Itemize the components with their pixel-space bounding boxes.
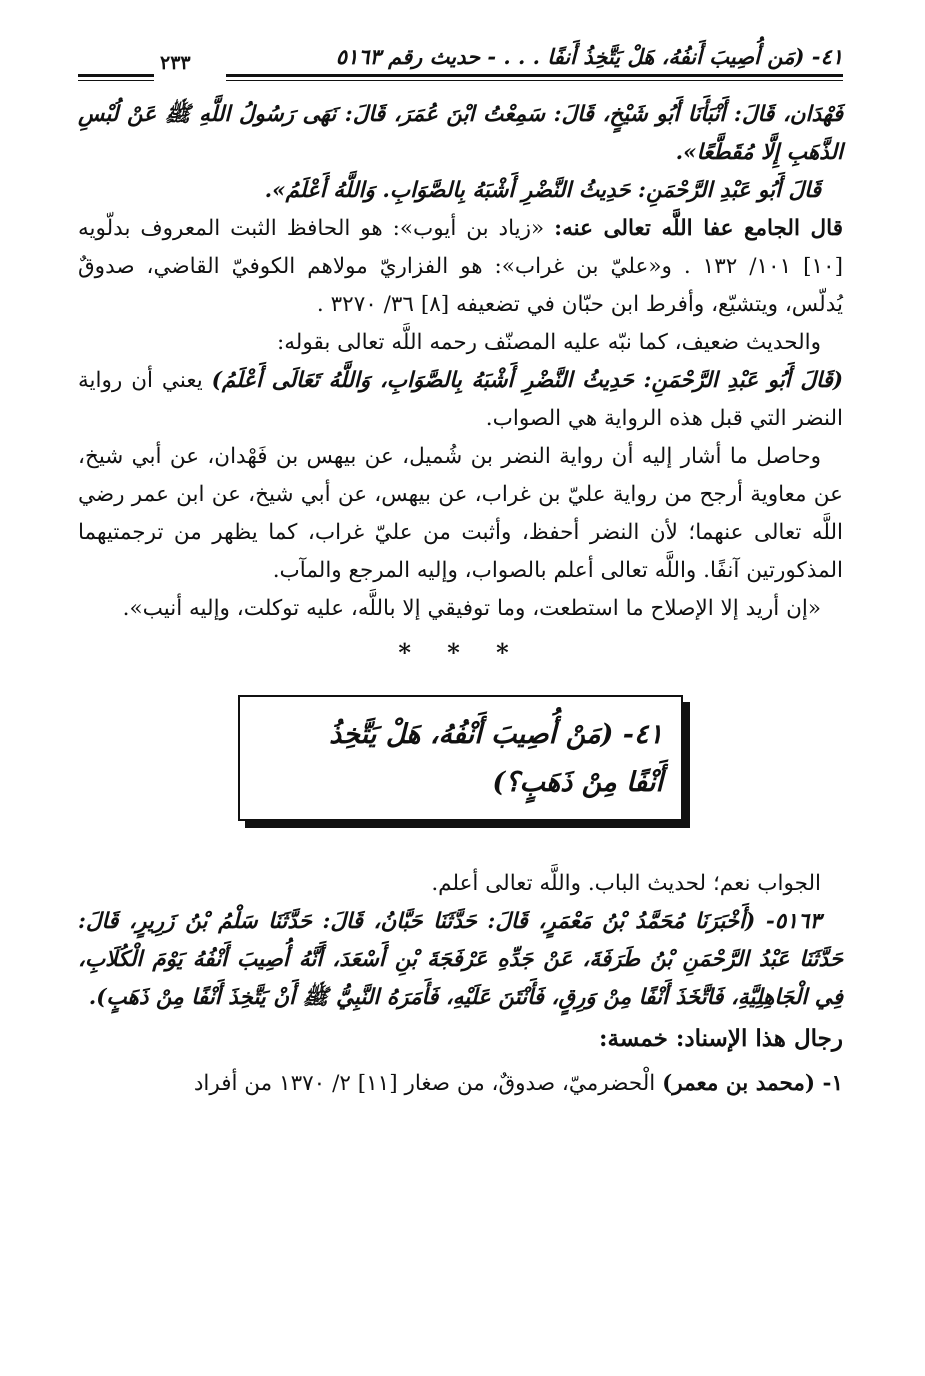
chapter-answer: الجواب نعم؛ لحديث الباب. واللَّه تعالى أعلم.	[431, 871, 821, 896]
page-body	[78, 96, 843, 1103]
hadith-text-continuation: فَهْدَان، قَالَ: أَنْبَأَنَا أَبُو شَيْخٍ، قَالَ: سَمِعْتُ ابْنَ عُمَرَ، قَالَ: نَهَى رَسُولُ اللَّهِ ﷺ عَنْ لُبْسِ الذَّهَبِ إِلَّا مُقَطَّعًا».	[78, 102, 843, 165]
section-separator: * * *	[398, 638, 523, 667]
chapter-title-line-1: ٤١- (مَنْ أُصِيبَ أَنْفُهُ، هَلْ يَتَّخِذُ	[329, 719, 663, 750]
quoted-remark: (قَالَ أَبُو عَبْدِ الرَّحْمَنِ: حَدِيثُ النَّضْرِ أَشْبَهُ بِالصَّوَابِ، وَاللَّهُ تَعَالَى أَعْلَمُ)	[211, 368, 844, 393]
narrator-1-name: ١- (محمد بن معمر)	[662, 1071, 843, 1096]
summary-paragraph: وحاصل ما أشار إليه أن رواية النضر بن شُميل، عن بيهس بن فَهْدان، عن أبي شيخ، عن معاوية أرجح من رواية عليّ بن غراب، عن بيهس، عن أبي شيخ، عن ابن عمر رضي اللَّه تعالى عنهما؛ لأن النضر أحفظ، وأثبت من عليّ غراب، كما يظهر من ترجمتيهما المذكورتين آنفًا. واللَّه تعالى أعلم بالصواب، وإليه المرجع والمآب.	[78, 444, 843, 583]
hadith-5163: ٥١٦٣- (أَخْبَرَنَا مُحَمَّدُ بْنُ مَعْمَرٍ، قَالَ: حَدَّثَنَا حَبَّانُ، قَالَ: حَدَّثَنَا سَلْمُ بْنُ زَرِيرٍ، قَالَ: حَدَّثَنَا عَبْدُ الرَّحْمَنِ بْنُ طَرَفَةَ، عَنْ جَدِّهِ عَرْفَجَةَ بْنِ أَسْعَدَ، أَنَّهُ أُصِيبَ أَنْفُهُ يَوْمَ الْكُلَابِ، فِي الْجَاهِلِيَّةِ، فَاتَّخَذَ أَنْفًا مِنْ وَرِقٍ، فَأَنْتَنَ عَلَيْهِ، فَأَمَرَهُ النَّبِيُّ ﷺ أَنْ يَتَّخِذَ أَنْفًا مِنْ ذَهَبٍ).	[78, 909, 843, 1010]
author-remark: قَالَ أَبُو عَبْدِ الرَّحْمَنِ: حَدِيثُ النَّضْرِ أَشْبَهُ بِالصَّوَابِ. وَاللَّهُ أَعْلَمُ».	[264, 178, 821, 203]
narrator-1-details: الْحضرميّ، صدوقٌ، من صغار [١١] ٢/ ١٣٧٠ من أفراد	[193, 1071, 663, 1096]
closing-supplication: «إن أريد إلا الإصلاح ما استطعت، وما توفيقي إلا باللَّه، عليه توكلت، وإليه أنيب».	[122, 596, 821, 621]
compiler-note	[78, 210, 843, 324]
quote-explanation: يعني أن رواية النضر التي قبل هذه الرواية هي الصواب.	[78, 368, 843, 431]
chapter-title-box	[238, 695, 683, 821]
running-header	[78, 40, 843, 86]
page-number: ٢٣٣	[160, 52, 191, 74]
narrator-1	[78, 1065, 843, 1103]
book-page	[78, 40, 843, 1103]
quote-paragraph	[78, 362, 843, 438]
compiler-note-lead: قال الجامع عفا اللَّه تعالى عنه:	[554, 216, 843, 241]
compiler-note-text: «زياد بن أيوب»: هو الحافظ الثبت المعروف بدلّويه [١٠] ١٠١/ ١٣٢ . و«عليّ بن غراب»: هو الفزاريّ مولاهم الكوفيّ القاضي، صدوقٌ يُدلّس، ويتشيّع، وأفرط ابن حبّان في تضعيفه [٨] ٣٦/ ٣٢٧٠ .	[78, 216, 843, 317]
isnad-heading: رجال هذا الإسناد: خمسة:	[599, 1025, 843, 1052]
header-title: ٤١- (مَن أُصِيبَ أَنفُهُ، هَلْ يَتَّخِذُ أَنفًا . . . - حديث رقم ٥١٦٣	[335, 44, 843, 69]
chapter-title-line-2: أَنْفًا مِنْ ذَهَبٍ؟)	[492, 767, 663, 798]
ruling-paragraph: والحديث ضعيف، كما نبّه عليه المصنّف رحمه اللَّه تعالى بقوله:	[277, 330, 821, 355]
